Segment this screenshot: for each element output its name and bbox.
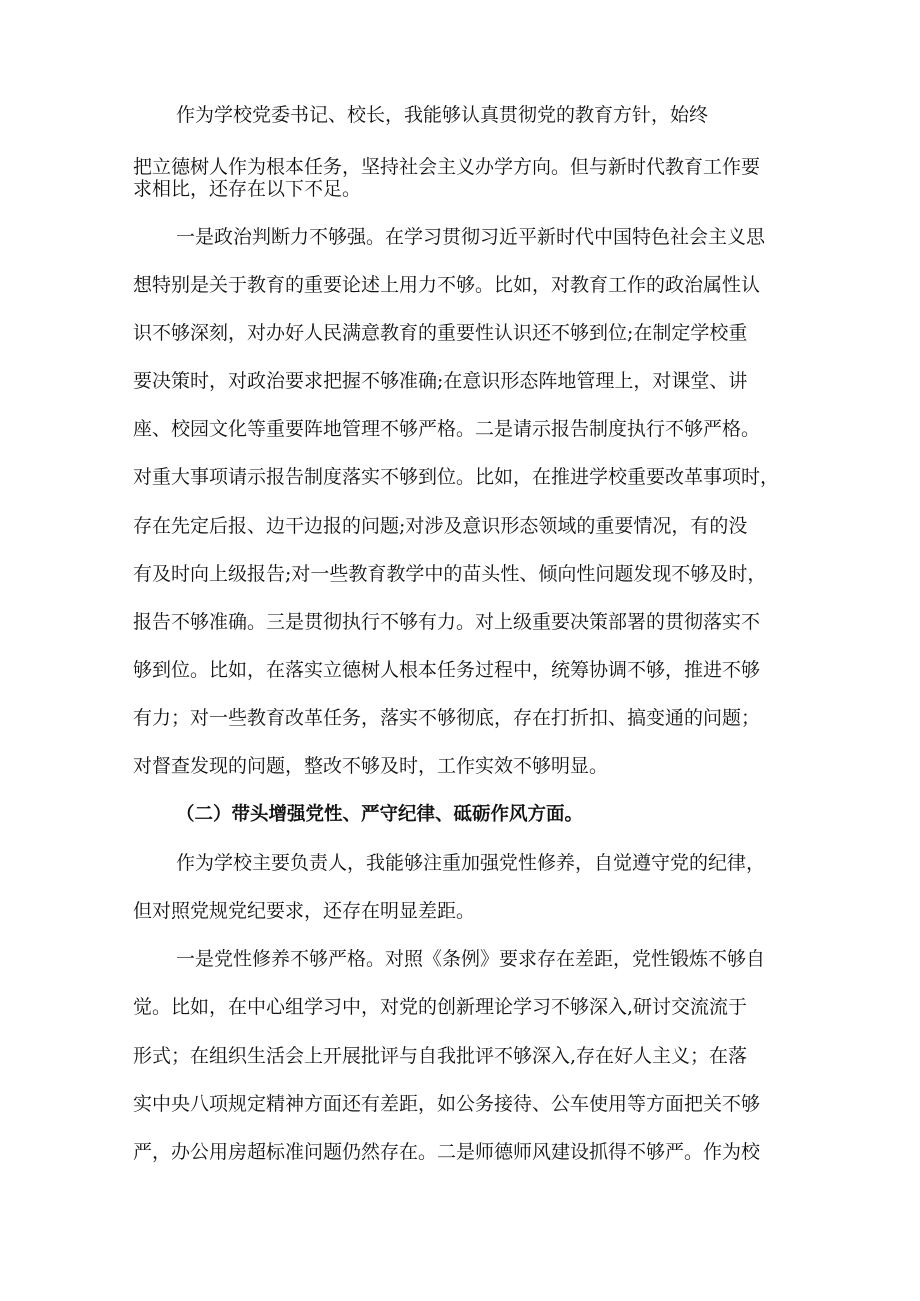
text-line: 一是党性修养不够严格。对照《条例》要求存在差距，党性锻炼不够自 xyxy=(176,948,766,970)
text-line: 对重大事项请示报告制度落实不够到位。比如，在推进学校重要改革事项时， xyxy=(133,466,780,488)
text-line: 想特别是关于教育的重要论述上用力不够。比如，对教育工作的政治属性认 xyxy=(133,274,761,296)
text-line: 存在先定后报、边干边报的问题;对涉及意识形态领域的重要情况，有的没 xyxy=(133,515,748,537)
section-heading: （二）带头增强党性、严守纪律、砥砺作风方面。 xyxy=(176,804,584,825)
text-line: 作为学校主要负责人，我能够注重加强党性修养，自觉遵守党的纪律， xyxy=(176,852,766,874)
text-line: 求相比，还存在以下不足。 xyxy=(133,178,362,200)
text-line: 对督查发现的问题，整改不够及时，工作实效不够明显。 xyxy=(133,755,609,777)
text-line: 座、校园文化等重要阵地管理不够严格。二是请示报告制度执行不够严格。 xyxy=(133,418,761,440)
text-line: 有力；对一些教育改革任务，落实不够彻底，存在打折扣、搞变通的问题； xyxy=(133,707,761,729)
text-line: 要决策时，对政治要求把握不够准确;在意识形态阵地管理上，对课堂、讲 xyxy=(133,370,748,392)
text-line: 但对照党规党纪要求，还存在明显差距。 xyxy=(133,900,476,922)
text-line: 实中央八项规定精神方面还有差距，如公务接待、公车使用等方面把关不够 xyxy=(133,1093,761,1115)
text-line: 够到位。比如，在落实立德树人根本任务过程中，统筹协调不够，推进不够 xyxy=(133,659,761,681)
text-line: 形式；在组织生活会上开展批评与自我批评不够深入,存在好人主义；在落 xyxy=(133,1045,748,1067)
text-line: 一是政治判断力不够强。在学习贯彻习近平新时代中国特色社会主义思 xyxy=(176,226,766,248)
text-line: 严，办公用房超标准问题仍然存在。二是师德师风建设抓得不够严。作为校 xyxy=(133,1141,761,1163)
text-line: 作为学校党委书记、校长，我能够认真贯彻党的教育方针，始终 xyxy=(176,104,709,126)
text-line: 有及时向上级报告;对一些教育教学中的苗头性、倾向性问题发现不够及时， xyxy=(133,563,767,585)
text-line: 报告不够准确。三是贯彻执行不够有力。对上级重要决策部署的贯彻落实不 xyxy=(133,611,761,633)
text-line: 识不够深刻，对办好人民满意教育的重要性认识还不够到位;在制定学校重 xyxy=(133,322,748,344)
text-line: 把立德树人作为根本任务，坚持社会主义办学方向。但与新时代教育工作要 xyxy=(133,156,761,178)
text-line: 觉。比如，在中心组学习中，对党的创新理论学习不够深入,研讨交流流于 xyxy=(133,996,748,1018)
